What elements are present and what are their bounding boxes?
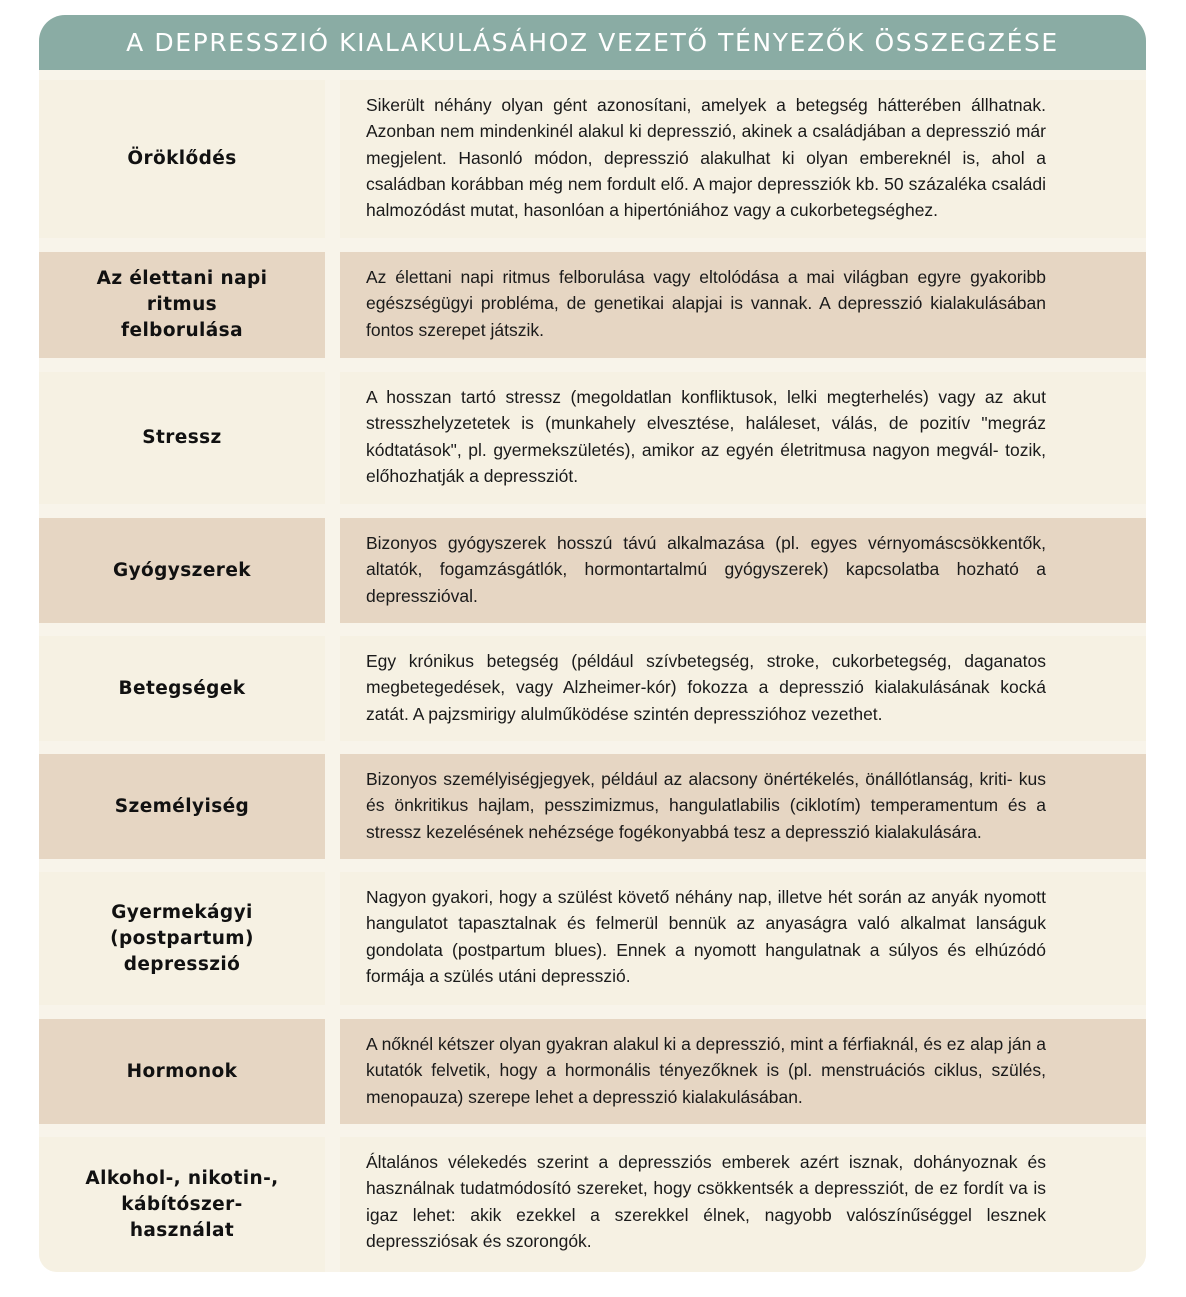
table-row-personality (39, 754, 1146, 859)
row-description: Nagyon gyakori, hogy a szülést követő néhány nap, illetve hét során az anyák nyomott hangulatot tapasztalnak és felmerül bennük az anyaságra való alkalmat lanságuk gondolata (postpartum blues). Ennek a nyomott hangulatnak a súlyos és elhúzódó formája a szülés utáni depresszió. (340, 872, 1146, 1005)
row-label: Hormonok (39, 1019, 325, 1124)
table-title: A DEPRESSZIÓ KIALAKULÁSÁHOZ VEZETŐ TÉNYEZŐK ÖSSZEGZÉSE (39, 15, 1146, 70)
table-row-illnesses (39, 636, 1146, 741)
table-row-postpartum (39, 872, 1146, 1005)
table-row-medications (39, 518, 1146, 623)
row-description: Általános vélekedés szerint a depressziós emberek azért isznak, dohányoznak és használnak tudatmódosító szereket, hogy csökkentsék a depressziót, de ez fordít va is igaz lehet: akik ezekkel a szerekkel élnek, nagyobb valószínűséggel lesznek depressziósak és szorongók. (340, 1137, 1146, 1272)
row-description: Egy krónikus betegség (például szívbetegség, stroke, cukorbetegség, daganatos megbetegedések, vagy Alzheimer-kór) fokozza a depresszió kialakulásának kocká zatát. A pajzsmirigy alulműködése szintén depresszióhoz vezethet. (340, 636, 1146, 741)
row-description: Bizonyos személyiségjegyek, például az alacsony önértékelés, önállótlanság, kriti- kus és önkritikus hajlam, pesszimizmus, hangulatlabilis (ciklotím) temperamentum és a stressz kezelésének nehézsége fogékonyabbá tesz a depresszió kialakulására. (340, 754, 1146, 859)
table-row-hormones (39, 1019, 1146, 1124)
table-row-circadian-rhythm (39, 252, 1146, 358)
row-description: Sikerült néhány olyan gént azonosítani, amelyek a betegség hátterében állhatnak. Azonban nem mindenkinél alakul ki depresszió, akinek a családjában a depresszió már megjelent. Hasonló módon, depresszió alakulhat ki olyan embereknél is, ahol a családban korábban még nem fordult elő. A major depressziók kb. 50 százaléka családi halmozódást mutat, hasonlóan a hipertóniához vagy a cukorbetegséghez. (340, 80, 1146, 238)
row-description: A nőknél kétszer olyan gyakran alakul ki a depresszió, mint a férfiaknál, és ez alap ján a kutatók felvetik, hogy a hormonális tényezőknek is (pl. menstruációs ciklus, szülés, menopauza) szerepe lehet a depresszió kialakulásában. (340, 1019, 1146, 1124)
table-row-substance-use (39, 1137, 1146, 1272)
summary-table (39, 15, 1146, 1272)
row-label: Személyiség (39, 754, 325, 859)
row-label: Gyermekágyi (postpartum) depresszió (39, 872, 325, 1005)
row-label: Betegségek (39, 636, 325, 741)
row-label: Gyógyszerek (39, 518, 325, 623)
row-description: A hosszan tartó stressz (megoldatlan konfliktusok, lelki megterhelés) vagy az akut stresszhelyzetetek is (munkahely elvesztése, haláleset, válás, de pozitív "megráz kódtatások", pl. gyermekszületés), amikor az egyén életritmusa nagyon megvál- tozik, előhozhatják a depressziót. (340, 372, 1146, 504)
table-row-stress (39, 372, 1146, 504)
row-description: Az élettani napi ritmus felborulása vagy eltolódása a mai világban egyre gyakoribb egészségügyi probléma, de genetikai alapjai is vannak. A depresszió kialakulásában fontos szerepet játszik. (340, 252, 1146, 358)
row-label: Öröklődés (39, 80, 325, 238)
row-label: Stressz (39, 372, 325, 504)
row-description: Bizonyos gyógyszerek hosszú távú alkalmazása (pl. egyes vérnyomáscsökkentők, altatók, fogamzásgátlók, hormontartalmú gyógyszerek) kapcsolatba hozható a depresszióval. (340, 518, 1146, 623)
row-label: Alkohol-, nikotin-, kábítószer- használat (39, 1137, 325, 1272)
row-label: Az élettani napi ritmus felborulása (39, 252, 325, 358)
table-row-heredity (39, 80, 1146, 238)
